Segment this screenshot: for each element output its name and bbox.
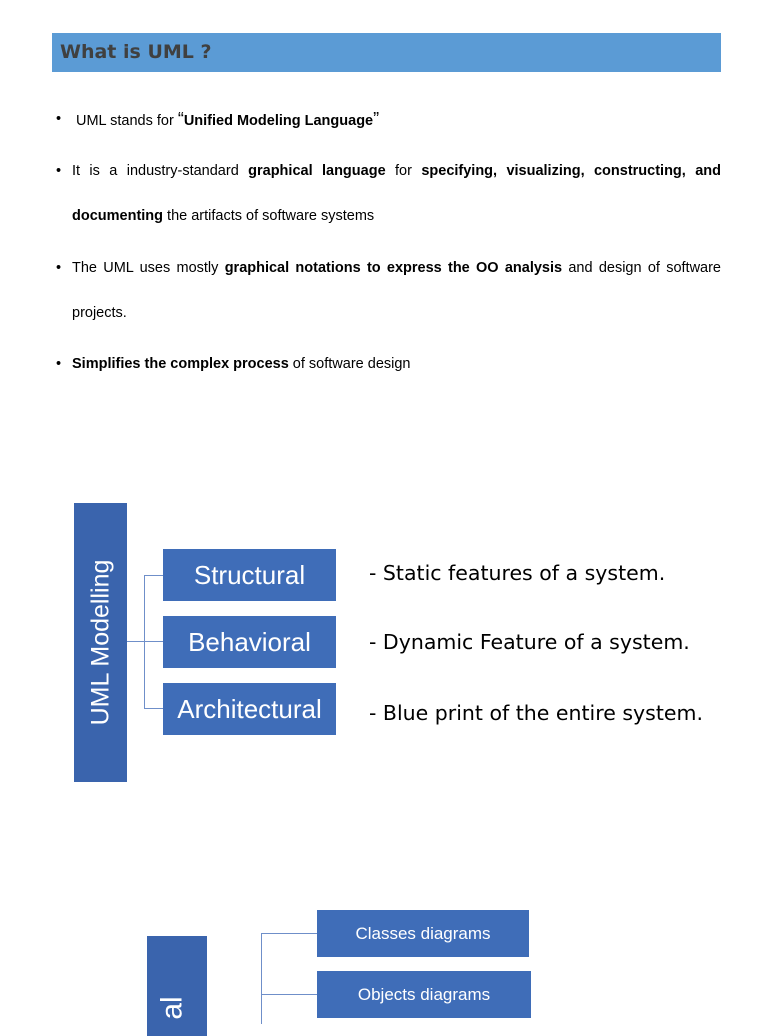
architectural-description: - Blue print of the entire system.	[369, 701, 703, 725]
bullet-item	[56, 149, 721, 239]
behavioral-label: Behavioral	[188, 626, 311, 657]
bullet-text	[56, 246, 721, 336]
connector-line	[261, 933, 317, 934]
behavioral-description: - Dynamic Feature of a system.	[369, 630, 690, 654]
bullet-run: of software design	[288, 356, 411, 372]
objects-diagrams-box	[317, 971, 531, 1018]
bullet-run: The UML uses mostly	[72, 260, 225, 276]
diagram2-root-bar	[147, 936, 207, 1036]
page-title: What is UML ?	[60, 41, 212, 63]
architectural-label: Architectural	[177, 693, 322, 724]
architectural-box	[163, 683, 336, 735]
bullet-run: UML stands for	[76, 113, 178, 129]
bullet-dot: •	[56, 356, 62, 372]
connector-line	[261, 933, 262, 1024]
bullet-text	[56, 97, 721, 144]
connector-line	[144, 708, 163, 709]
bullet-run: Unified Modeling Language	[183, 113, 374, 129]
structural-box	[163, 549, 336, 601]
diagram-root-bar	[74, 503, 127, 782]
bullet-text	[56, 149, 721, 239]
bullet-run: the artifacts of software systems	[163, 208, 375, 224]
bullet-run: specifying, visualizing, constructing, and documenting	[72, 163, 721, 224]
classes-diagrams-box	[317, 910, 529, 957]
bullet-item	[56, 342, 721, 387]
objects-diagrams-label: Objects diagrams	[357, 984, 491, 1004]
title-bar	[52, 33, 721, 72]
bullet-text	[56, 342, 721, 387]
bullet-run: Simplifies the complex process	[72, 356, 289, 372]
bullet-dot: •	[56, 260, 62, 276]
bullet-dot: •	[56, 163, 62, 179]
connector-line	[127, 641, 163, 642]
diagram-root-label: UML Modelling	[86, 559, 114, 726]
connector-line	[144, 575, 163, 576]
bullet-run: It is a industry-standard	[72, 163, 249, 179]
structural-label: Structural	[193, 559, 306, 590]
bullet-run: for	[385, 163, 422, 179]
bullet-item	[56, 97, 721, 144]
behavioral-box	[163, 616, 336, 668]
classes-diagrams-label: Classes diagrams	[355, 923, 491, 943]
bullet-dot: •	[56, 111, 62, 127]
bullet-run: graphical language	[248, 163, 386, 179]
bullet-run: “	[177, 109, 184, 129]
connector-line	[261, 994, 317, 995]
structural-description: - Static features of a system.	[369, 561, 666, 585]
bullet-run: graphical notations to express the OO analysis	[224, 260, 563, 276]
bullet-item	[56, 246, 721, 336]
diagram2-root-label: al	[155, 996, 189, 1020]
bullet-run: and design of software projects.	[72, 260, 721, 321]
bullet-run: ”	[373, 109, 380, 129]
